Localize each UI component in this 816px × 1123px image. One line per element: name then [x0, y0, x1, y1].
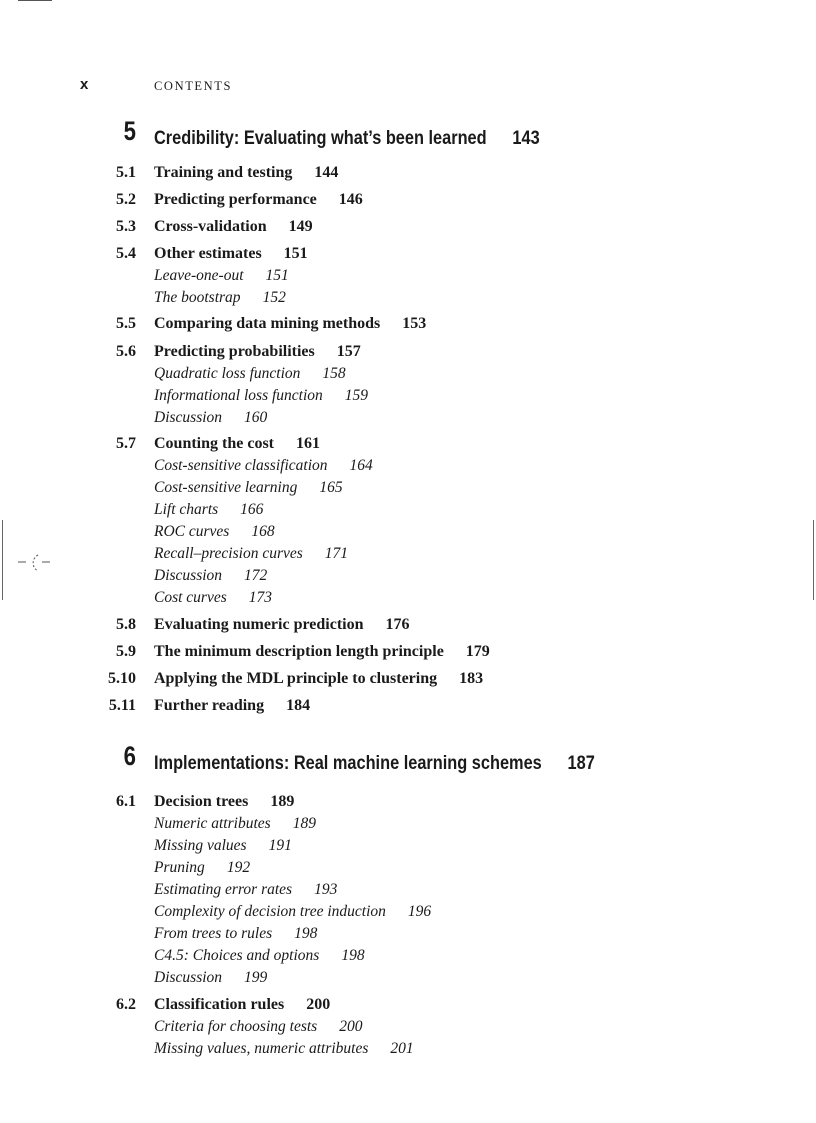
- subsection-page-number: 189: [292, 815, 316, 832]
- subsection-page-number: 200: [339, 1018, 363, 1035]
- toc-section-entry[interactable]: [154, 164, 338, 182]
- toc-subsection-entry[interactable]: [154, 859, 250, 877]
- subsection-title: The bootstrap: [154, 289, 241, 306]
- toc-subsection-entry[interactable]: [154, 365, 346, 383]
- subsection-title: Cost curves: [154, 589, 227, 606]
- chapter-number: 5: [123, 116, 136, 146]
- subsection-page-number: 159: [344, 387, 369, 404]
- section-title: Applying the MDL principle to clustering: [154, 670, 438, 687]
- section-title: Decision trees: [154, 793, 249, 810]
- running-head: CONTENTS: [154, 79, 233, 93]
- section-page-number: 189: [270, 793, 295, 810]
- toc-subsection-entry[interactable]: [154, 267, 289, 285]
- subsection-page-number: 164: [349, 457, 373, 474]
- section-number: 6.1: [116, 793, 136, 810]
- toc-section-entry[interactable]: [154, 616, 410, 634]
- section-page-number: 183: [459, 670, 484, 687]
- subsection-page-number: 165: [319, 479, 343, 496]
- subsection-page-number: 172: [244, 567, 268, 584]
- section-title: Counting the cost: [154, 435, 275, 452]
- toc-section-entry[interactable]: [154, 218, 313, 236]
- section-number: 5.10: [108, 670, 136, 687]
- toc-subsection-entry[interactable]: [154, 881, 337, 899]
- subsection-title: Estimating error rates: [154, 881, 293, 898]
- toc-section-entry[interactable]: [154, 315, 426, 333]
- section-page-number: 161: [296, 435, 321, 452]
- subsection-title: From trees to rules: [154, 925, 273, 942]
- section-page-number: 157: [336, 343, 361, 360]
- chapter-title-text: Implementations: Real machine learning schemes: [154, 753, 542, 774]
- subsection-page-number: 151: [265, 267, 289, 284]
- toc-subsection-entry[interactable]: [154, 545, 348, 563]
- subsection-page-number: 198: [294, 925, 318, 942]
- section-page-number: 153: [402, 315, 427, 332]
- section-number: 5.1: [116, 164, 136, 181]
- section-number: 5.4: [116, 245, 136, 262]
- toc-subsection-entry[interactable]: [154, 501, 263, 519]
- toc-subsection-entry[interactable]: [154, 815, 316, 833]
- section-number: 5.5: [116, 315, 136, 332]
- section-title: Evaluating numeric prediction: [154, 616, 364, 633]
- section-title: Classification rules: [154, 996, 285, 1013]
- section-title: Comparing data mining methods: [154, 315, 381, 332]
- toc-section-entry[interactable]: [154, 191, 363, 209]
- subsection-title: Quadratic loss function: [154, 365, 301, 382]
- subsection-title: Discussion: [154, 567, 223, 584]
- chapter-page-number: 143: [512, 128, 540, 149]
- section-number: 5.2: [116, 191, 136, 208]
- section-page-number: 151: [283, 245, 308, 262]
- subsection-title: Leave-one-out: [154, 267, 244, 284]
- toc-section-entry[interactable]: [154, 435, 320, 453]
- subsection-title: Discussion: [154, 969, 223, 986]
- subsection-title: Informational loss function: [154, 387, 323, 404]
- subsection-title: Cost-sensitive classification: [154, 457, 328, 474]
- toc-subsection-entry[interactable]: [154, 837, 292, 855]
- toc-subsection-entry[interactable]: [154, 925, 317, 943]
- subsection-page-number: 168: [251, 523, 275, 540]
- section-title: Predicting performance: [154, 191, 317, 208]
- section-page-number: 179: [465, 643, 490, 660]
- section-number: 5.7: [116, 435, 136, 452]
- toc-subsection-entry[interactable]: [154, 387, 368, 405]
- section-number: 5.9: [116, 643, 136, 660]
- toc-section-entry[interactable]: [154, 697, 310, 715]
- toc-section-entry[interactable]: [154, 793, 294, 811]
- subsection-title: Missing values, numeric attributes: [154, 1040, 369, 1057]
- subsection-title: Criteria for choosing tests: [154, 1018, 318, 1035]
- subsection-title: ROC curves: [154, 523, 230, 540]
- toc-section-entry[interactable]: [154, 245, 308, 263]
- chapter-title[interactable]: [154, 128, 540, 150]
- subsection-title: Pruning: [154, 859, 205, 876]
- toc-subsection-entry[interactable]: [154, 947, 365, 965]
- subsection-page-number: 191: [268, 837, 292, 854]
- subsection-title: Numeric attributes: [154, 815, 271, 832]
- section-number: 6.2: [116, 996, 136, 1013]
- chapter-title-text: Credibility: Evaluating what’s been learned: [154, 128, 487, 149]
- page-edge-right: [813, 520, 814, 600]
- subsection-page-number: 160: [244, 409, 268, 426]
- toc-subsection-entry[interactable]: [154, 289, 286, 307]
- subsection-title: Complexity of decision tree induction: [154, 903, 386, 920]
- subsection-page-number: 192: [226, 859, 251, 876]
- subsection-title: C4.5: Choices and options: [154, 947, 320, 964]
- subsection-page-number: 171: [324, 545, 349, 562]
- toc-subsection-entry[interactable]: [154, 1040, 414, 1058]
- subsection-page-number: 173: [248, 589, 273, 606]
- subsection-page-number: 193: [314, 881, 338, 898]
- subsection-title: Missing values: [154, 837, 247, 854]
- section-page-number: 184: [286, 697, 311, 714]
- subsection-title: Lift charts: [154, 501, 219, 518]
- toc-subsection-entry[interactable]: [154, 1018, 362, 1036]
- toc-subsection-entry[interactable]: [154, 457, 373, 475]
- section-title: Further reading: [154, 697, 265, 714]
- chapter-title[interactable]: [154, 753, 595, 775]
- subsection-page-number: 201: [390, 1040, 414, 1057]
- toc-section-entry[interactable]: [154, 343, 361, 361]
- toc-subsection-entry[interactable]: [154, 567, 267, 585]
- section-title: Cross-validation: [154, 218, 267, 235]
- toc-subsection-entry[interactable]: [154, 409, 267, 427]
- subsection-title: Discussion: [154, 409, 223, 426]
- crop-mark-top: [18, 0, 52, 1]
- subsection-page-number: 196: [407, 903, 432, 920]
- page-number-roman: x: [80, 76, 89, 93]
- subsection-page-number: 166: [240, 501, 264, 518]
- subsection-title: Recall–precision curves: [154, 545, 303, 562]
- subsection-page-number: 158: [322, 365, 346, 382]
- section-page-number: 149: [288, 218, 313, 235]
- toc-section-entry[interactable]: [154, 643, 490, 661]
- chapter-page-number: 187: [567, 753, 595, 774]
- section-number: 5.8: [116, 616, 136, 633]
- section-page-number: 200: [306, 996, 331, 1013]
- chapter-number: 6: [123, 741, 136, 771]
- toc-subsection-entry[interactable]: [154, 903, 431, 921]
- section-number: 5.6: [116, 343, 136, 360]
- toc-subsection-entry[interactable]: [154, 523, 275, 541]
- section-title: Predicting probabilities: [154, 343, 315, 360]
- subsection-page-number: 198: [341, 947, 365, 964]
- toc-subsection-entry[interactable]: [154, 479, 343, 497]
- toc-subsection-entry[interactable]: [154, 969, 267, 987]
- section-page-number: 176: [385, 616, 410, 633]
- toc-subsection-entry[interactable]: [154, 589, 272, 607]
- section-title: The minimum description length principle: [154, 643, 444, 660]
- toc-section-entry[interactable]: [154, 996, 330, 1014]
- section-title: Other estimates: [154, 245, 262, 262]
- section-page-number: 144: [314, 164, 339, 181]
- subsection-page-number: 199: [244, 969, 268, 986]
- section-page-number: 146: [338, 191, 363, 208]
- toc-section-entry[interactable]: [154, 670, 483, 688]
- page-edge-left: [2, 520, 3, 600]
- section-number: 5.11: [108, 697, 136, 714]
- registration-mark-icon: [14, 550, 54, 578]
- subsection-title: Cost-sensitive learning: [154, 479, 298, 496]
- section-number: 5.3: [116, 218, 136, 235]
- subsection-page-number: 152: [262, 289, 286, 306]
- section-title: Training and testing: [154, 164, 293, 181]
